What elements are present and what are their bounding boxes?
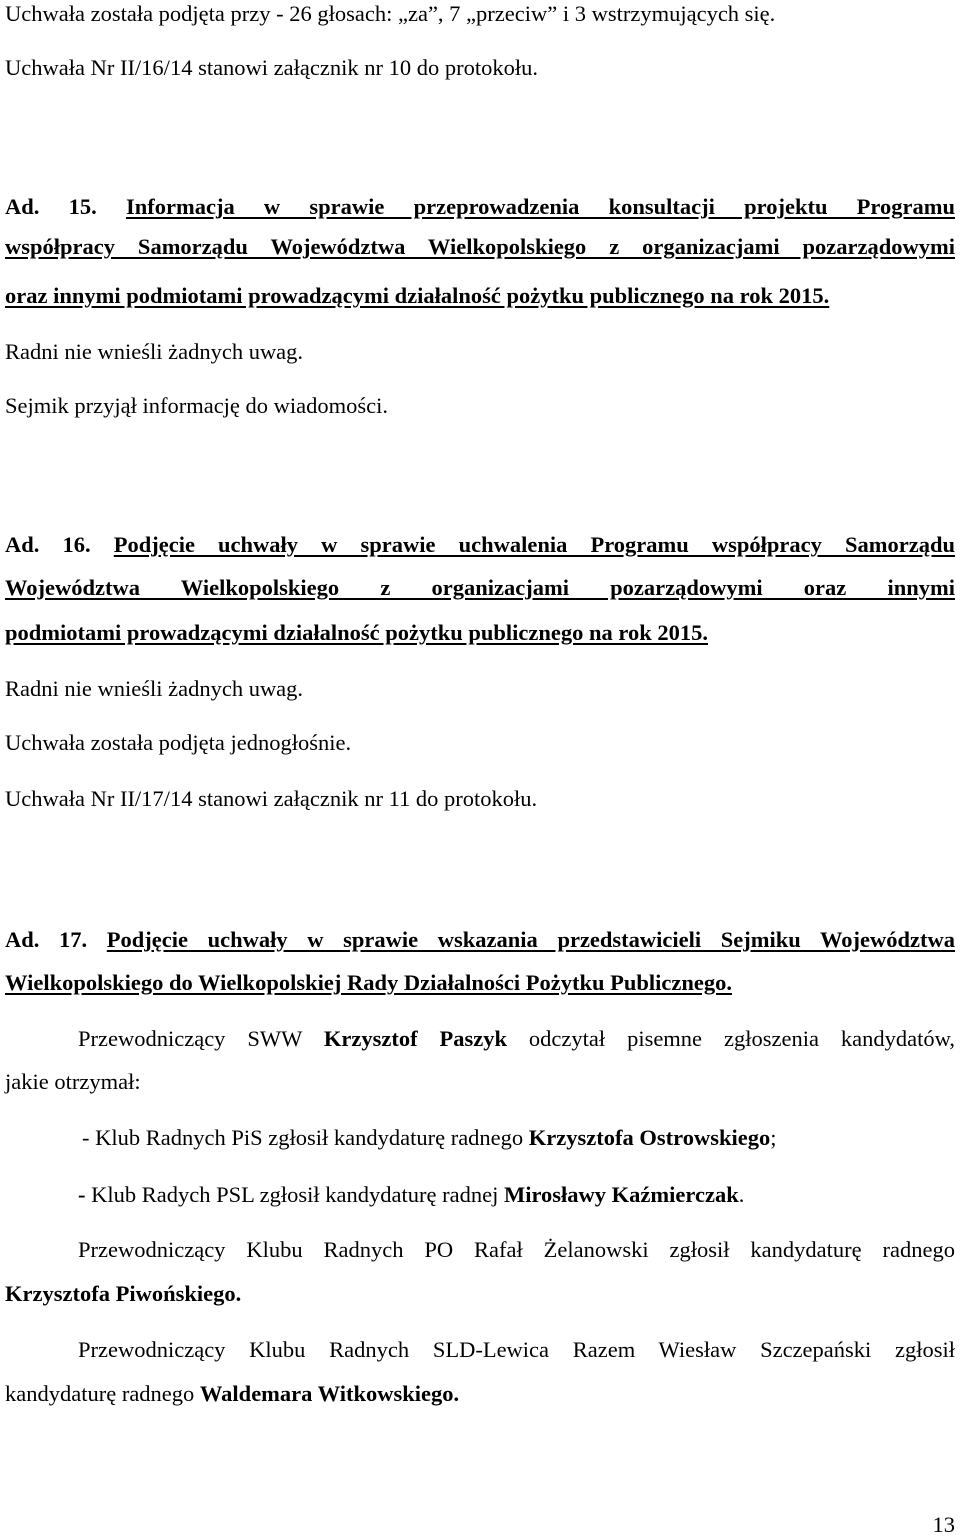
candidate-item-pis: - Klub Radnych PiS zgłosił kandydaturę radnego Krzysztofa Ostrowskiego; <box>82 1125 777 1150</box>
agenda-item-16-outcome: Uchwała została podjęta jednogłośnie. <box>5 730 352 755</box>
agenda-item-16-title-line2: Województwa Wielkopolskiego z organizacjami pozarządowymi oraz innymi <box>5 575 955 600</box>
candidate-item-psl: - Klub Radych PSL zgłosił kandydaturę radnej Mirosławy Kaźmierczak. <box>78 1182 745 1207</box>
chairman-paragraph-line2: jakie otrzymał: <box>5 1069 141 1094</box>
attachment-note: Uchwała Nr II/16/14 stanowi załącznik nr 10 do protokołu. <box>5 55 538 80</box>
agenda-item-16-title-line1: Podjęcie uchwały w sprawie uchwalenia Programu współpracy Samorządu <box>113 532 956 557</box>
candidate-name-piwonski: Krzysztofa Piwońskiego. <box>5 1281 242 1306</box>
sld-club-paragraph-line2: kandydaturę radnego Waldemara Witkowskiego. <box>5 1381 460 1406</box>
agenda-item-17-title-line1: Podjęcie uchwały w sprawie wskazania przedstawicieli Sejmiku Województwa <box>106 927 956 952</box>
agenda-item-17-label: Ad. 17. <box>5 927 88 952</box>
agenda-item-15-label: Ad. 15. <box>5 194 97 219</box>
chairman-paragraph-line1: Przewodniczący SWW Krzysztof Paszyk odczytał pisemne zgłoszenia kandydatów, <box>78 1026 955 1051</box>
agenda-item-16-title-line3: podmiotami prowadzącymi działalność pożytku publicznego na rok 2015. <box>5 620 708 645</box>
po-club-paragraph-line1: Przewodniczący Klubu Radnych PO Rafał Żelanowski zgłosił kandydaturę radnego <box>78 1237 955 1262</box>
agenda-item-15-outcome: Sejmik przyjął informację do wiadomości. <box>5 393 389 418</box>
agenda-item-17-heading <box>5 926 955 954</box>
agenda-item-16-heading <box>5 531 955 559</box>
agenda-item-16-remarks: Radni nie wnieśli żadnych uwag. <box>5 676 304 701</box>
sld-club-paragraph-line1: Przewodniczący Klubu Radnych SLD-Lewica Razem Wiesław Szczepański zgłosił <box>78 1337 955 1362</box>
agenda-item-16-label: Ad. 16. <box>5 532 91 557</box>
agenda-item-17-title-line2: Wielkopolskiego do Wielkopolskiej Rady Działalności Pożytku Publicznego. <box>5 970 732 995</box>
candidate-name-ostrowski: Krzysztofa Ostrowskiego <box>528 1125 771 1150</box>
agenda-item-16-attachment: Uchwała Nr II/17/14 stanowi załącznik nr 11 do protokołu. <box>5 786 538 811</box>
vote-result-text: Uchwała została podjęta przy - 26 głosach: „za”, 7 „przeciw” i 3 wstrzymujących się. <box>5 1 776 26</box>
chairman-name: Krzysztof Paszyk <box>323 1026 507 1051</box>
agenda-item-15-heading <box>5 193 955 221</box>
agenda-item-15-remarks: Radni nie wnieśli żadnych uwag. <box>5 339 304 364</box>
agenda-item-15-title-line3: oraz innymi podmiotami prowadzącymi działalność pożytku publicznego na rok 2015. <box>5 283 830 308</box>
page-number: 13 <box>932 1512 955 1537</box>
candidate-name-kazmierczak: Mirosławy Kaźmierczak <box>503 1182 739 1207</box>
agenda-item-15-title-line1: Informacja w sprawie przeprowadzenia konsultacji projektu Programu <box>125 194 956 219</box>
agenda-item-15-title-line2: współpracy Samorządu Województwa Wielkopolskiego z organizacjami pozarządowymi <box>5 234 955 259</box>
candidate-name-witkowski: Waldemara Witkowskiego. <box>199 1381 460 1406</box>
